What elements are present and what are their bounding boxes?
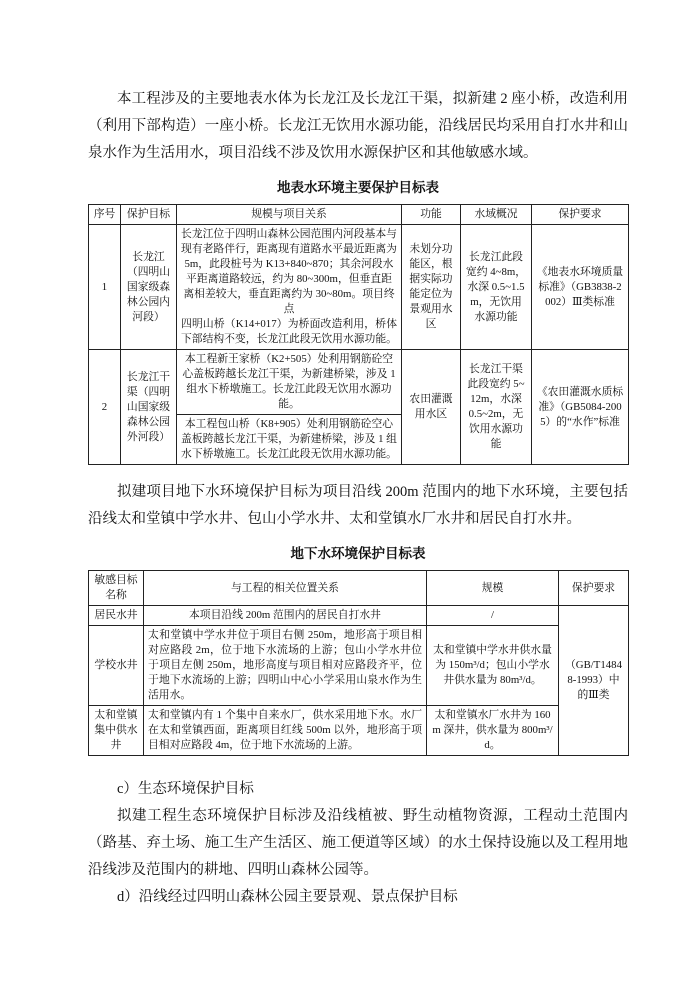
cell-target: 长龙江（四明山国家级森林公园内河段） [121, 225, 177, 350]
cell-requirement: 《农田灌溉水质标准》（GB5084-2005）的“水作”标准 [532, 350, 629, 465]
col-header-overview: 水域概况 [461, 205, 532, 225]
intro-paragraph: 本工程涉及的主要地表水体为长龙江及长龙江干渠，拟新建 2 座小桥，改造利用（利用下部构造）一座小桥。长龙江无饮用水源功能，沿线居民均采用自打水井和山泉水作为生活用水，项目沿线不涉及饮用水源保护区和其他敏感水域。 [88, 91, 628, 161]
col-header-requirement: 保护要求 [559, 571, 629, 606]
cell-overview: 长龙江此段宽约 4~8m，水深 0.5~1.5m，无饮用水源功能 [461, 225, 532, 350]
surface-water-table-title: 地表水环境主要保护目标表 [277, 180, 439, 195]
col-header-seq: 序号 [89, 205, 121, 225]
table-row [89, 706, 629, 756]
section-d-heading: d）沿线经过四明山森林公园主要景观、景点保护目标 [117, 889, 458, 905]
cell-target: 长龙江干渠（四明山国家级森林公园外河段） [121, 350, 177, 465]
col-header-name: 敏感目标名称 [89, 571, 144, 606]
table-row [89, 350, 629, 415]
cell-scale: 太和堂镇中学水井供水量为 150m³/d；包山小学水井供水量为 80m³/d。 [427, 626, 559, 706]
col-header-scale: 规模 [427, 571, 559, 606]
cell-relation: 本项目沿线 200m 范围内的居民自打水井 [144, 606, 427, 626]
relation-paragraph: 四明山桥（K14+017）为桥面改造利用，桥体下部结构不变，长龙江此段无饮用水源功能。 [181, 318, 397, 345]
groundwater-table [88, 570, 629, 756]
surface-water-table [88, 204, 629, 465]
cell-seq: 2 [89, 350, 121, 465]
cell-name: 学校水井 [89, 626, 144, 706]
cell-relation: 太和堂镇内有 1 个集中自来水厂，供水采用地下水。水厂在太和堂镇西面，距离项目红线 500m 以外，地形高于项目相对应路段 4m，位于地下水流场的上游。 [144, 706, 427, 756]
cell-requirement: （GB/T14848-1993）中的Ⅲ类 [559, 606, 629, 756]
table-row [89, 606, 629, 626]
col-header-requirement: 保护要求 [532, 205, 629, 225]
table-header-row [89, 571, 629, 606]
cell-relation: 本工程新王家桥（K2+505）处利用钢筋砼空心盖板跨越长龙江干渠，为新建桥梁，涉及 1 组水下桥墩施工。长龙江此段无饮用水源功能。 [177, 350, 402, 415]
table-header-row [89, 205, 629, 225]
cell-relation: 太和堂镇中学水井位于项目右侧 250m，地形高于项目相对应路段 2m，位于地下水流场的上游；包山小学水井位于项目左侧 250m，地形高度与项目相对应路段齐平，位于地下水流场的上游；四明山中心小学采用山泉水作为生活用水。 [144, 626, 427, 706]
groundwater-paragraph: 拟建项目地下水环境保护目标为项目沿线 200m 范围内的地下水环境，主要包括沿线太和堂镇中学水井、包山小学水井、太和堂镇水厂水井和居民自打水井。 [88, 484, 628, 527]
section-c-heading: c）生态环境保护目标 [117, 781, 254, 797]
cell-overview: 长龙江干渠此段宽约 5~12m，水深 0.5~2m，无饮用水源功能 [461, 350, 532, 465]
cell-function: 农田灌溉用水区 [402, 350, 461, 465]
groundwater-table-title: 地下水环境保护目标表 [290, 546, 426, 561]
col-header-target: 保护目标 [121, 205, 177, 225]
cell-requirement: 《地表水环境质量标准》（GB3838-2002）Ⅲ类标准 [532, 225, 629, 350]
cell-relation: 本工程包山桥（K8+905）处利用钢筋砼空心盖板跨越长龙江干渠，为新建桥梁，涉及 1 组水下桥墩施工。长龙江此段无饮用水源功能。 [177, 415, 402, 465]
cell-function: 未划分功能区，根据实际功能定位为景观用水区 [402, 225, 461, 350]
relation-paragraph: 长龙江位于四明山森林公园范围内河段基本与现有老路伴行，距离现有道路水平最近距离为 5m，此段桩号为 K13+840~870；其余河段水平距离道路较远，约为 80~300m，但垂直距离相差较大，垂直距离约为 30~80m。项目终点 [181, 228, 397, 315]
cell-seq: 1 [89, 225, 121, 350]
ecology-paragraph: 拟建工程生态环境保护目标涉及沿线植被、野生动植物资源，工程动土范围内（路基、弃土场、施工生产生活区、施工便道等区域）的水土保持设施以及工程用地沿线涉及范围内的耕地、四明山森林公园等。 [88, 808, 628, 878]
cell-name: 居民水井 [89, 606, 144, 626]
col-header-relation: 与工程的相关位置关系 [144, 571, 427, 606]
table-row [89, 225, 629, 350]
col-header-relation: 规模与项目关系 [177, 205, 402, 225]
col-header-function: 功能 [402, 205, 461, 225]
table-row [89, 626, 629, 706]
cell-scale: / [427, 606, 559, 626]
cell-scale: 太和堂镇水厂水井为 160m 深井，供水量为 800m³/d。 [427, 706, 559, 756]
cell-name: 太和堂镇集中供水井 [89, 706, 144, 756]
cell-relation [177, 225, 402, 350]
